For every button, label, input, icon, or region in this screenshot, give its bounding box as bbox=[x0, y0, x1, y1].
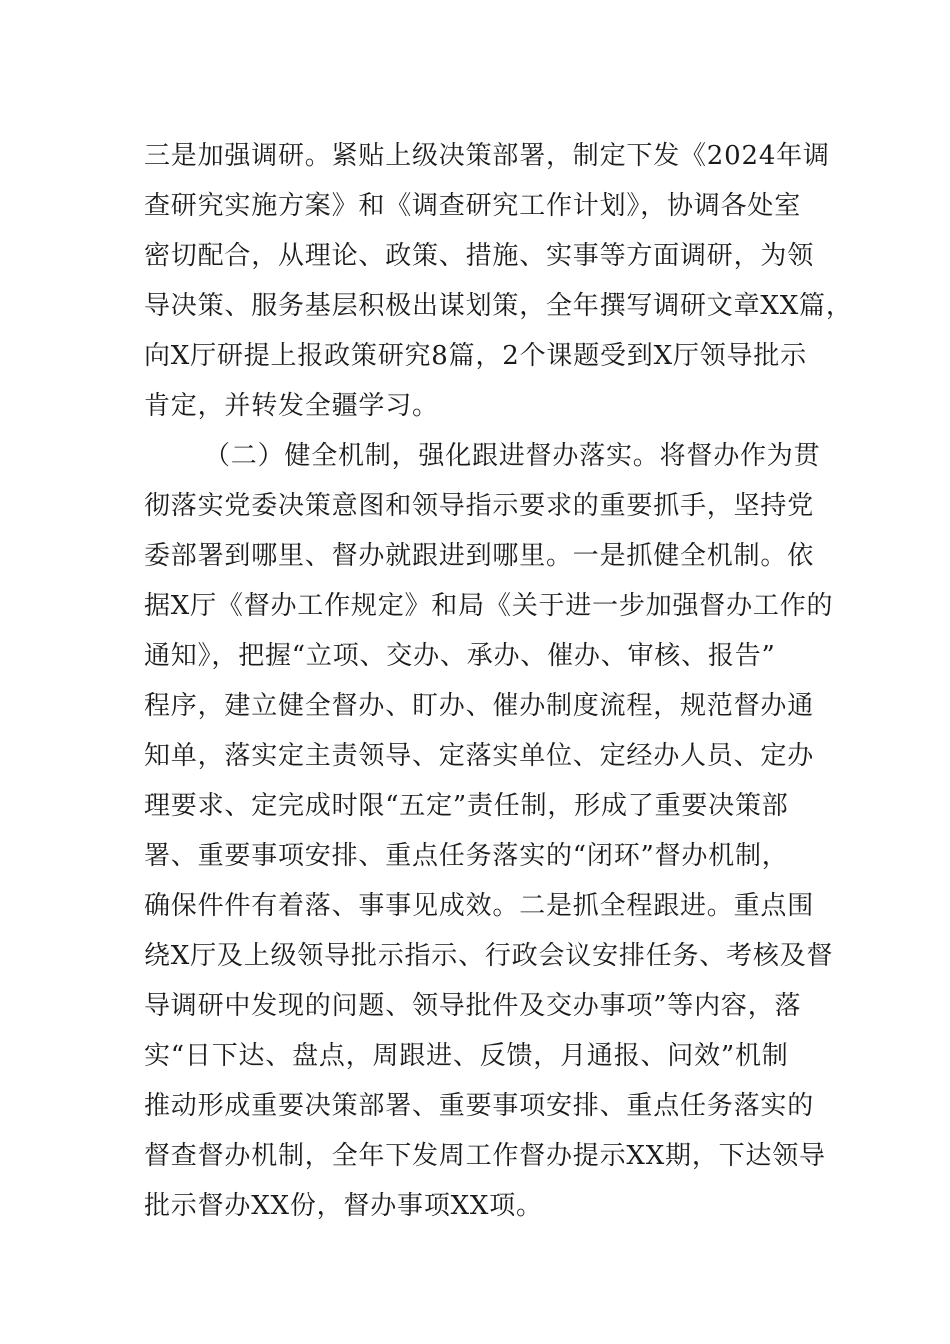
text-line: 三是加强调研。紧贴上级决策部署，制定下发《2024年调 bbox=[144, 141, 830, 171]
text-line: 督查督办机制，全年下发周工作督办提示XX期，下达领导 bbox=[144, 1141, 826, 1171]
text-line: 导调研中发现的问题、领导批件及交办事项”等内容，落 bbox=[144, 991, 802, 1021]
text-line: 推动形成重要决策部署、重要事项安排、重点任务落实的 bbox=[144, 1091, 815, 1121]
section-heading-line: （二）健全机制，强化跟进督办落实。将督办作为贯 bbox=[204, 441, 821, 471]
text-line: 通知》，把握“立项、交办、承办、催办、审核、报告” bbox=[144, 641, 776, 671]
text-line: 绕X厅及上级领导批示指示、行政会议安排任务、考核及督 bbox=[144, 941, 834, 971]
document-body bbox=[144, 131, 853, 1231]
text-line: 实“日下达、盘点，周跟进、反馈，月通报、问效”机制 bbox=[144, 1041, 789, 1071]
text-line: 批示督办XX份，督办事项XX项。 bbox=[144, 1191, 543, 1221]
text-line: 据X厅《督办工作规定》和局《关于进一步加强督办工作的 bbox=[144, 591, 834, 621]
text-line: 知单，落实定主责领导、定落实单位、定经办人员、定办 bbox=[144, 741, 815, 771]
text-line: 肯定，并转发全疆学习。 bbox=[144, 391, 439, 421]
text-line: 密切配合，从理论、政策、措施、实事等方面调研，为领 bbox=[144, 241, 815, 271]
text-line: 导决策、服务基层积极出谋划策，全年撰写调研文章XX篇， bbox=[144, 291, 853, 321]
text-line: 确保件件有着落、事事见成效。二是抓全程跟进。重点围 bbox=[144, 891, 815, 921]
text-line: 彻落实党委决策意图和领导指示要求的重要抓手，坚持党 bbox=[144, 491, 815, 521]
text-line: 委部署到哪里、督办就跟进到哪里。一是抓健全机制。依 bbox=[144, 541, 815, 571]
text-line: 程序，建立健全督办、盯办、催办制度流程，规范督办通 bbox=[144, 691, 815, 721]
text-line: 署、重要事项安排、重点任务落实的“闭环”督办机制， bbox=[144, 841, 789, 871]
text-line: 查研究实施方案》和《调查研究工作计划》，协调各处室 bbox=[144, 191, 802, 221]
text-line: 向X厅研提上报政策研究8篇，2个课题受到X厅领导批示 bbox=[144, 341, 807, 371]
text-line: 理要求、定完成时限“五定”责任制，形成了重要决策部 bbox=[144, 791, 789, 821]
